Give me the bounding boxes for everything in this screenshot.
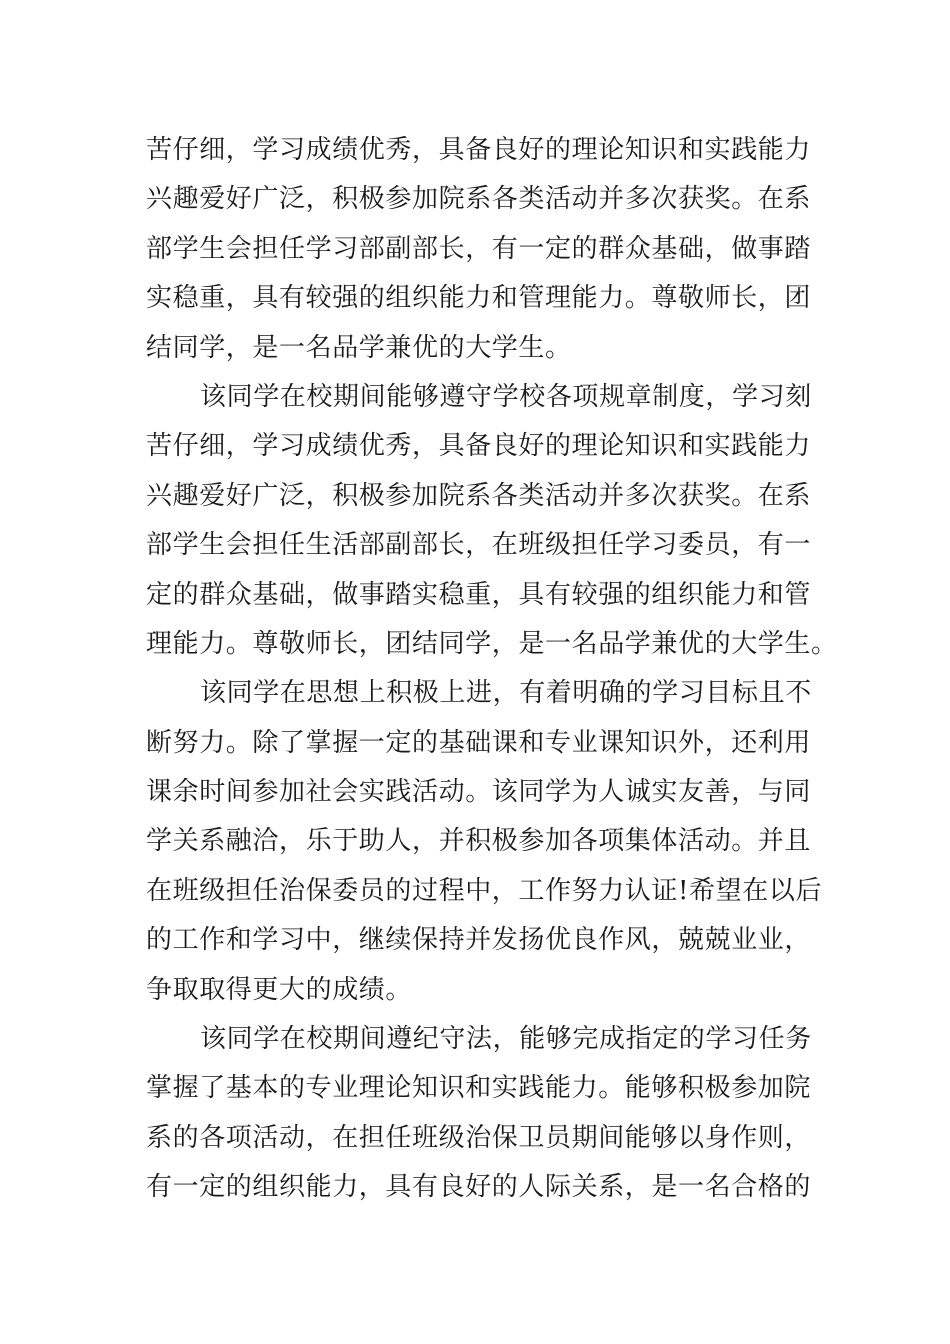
text-line: 部学生会担任学习部副部长，有一定的群众基础，做事踏: [146, 233, 812, 264]
text-line: 争取取得更大的成绩。: [146, 974, 413, 1005]
paragraph-first-line: 该同学在思想上积极上进，有着明确的学习目标且不: [200, 678, 812, 709]
text-line: 实稳重，具有较强的组织能力和管理能力。尊敬师长，团: [146, 283, 812, 314]
text-line: 在班级担任治保委员的过程中，工作努力认证!希望在以后: [146, 875, 823, 906]
text-line: 苦仔细，学习成绩优秀，具备良好的理论知识和实践能力: [146, 431, 812, 462]
text-line: 有一定的组织能力，具有良好的人际关系，是一名合格的: [146, 1172, 812, 1203]
text-line: 结同学，是一名品学兼优的大学生。: [146, 332, 572, 363]
paragraph-first-line: 该同学在校期间遵纪守法，能够完成指定的学习任务: [200, 1024, 812, 1055]
text-line: 学关系融洽，乐于助人，并积极参加各项集体活动。并且: [146, 826, 812, 857]
paragraph-first-line: 该同学在校期间能够遵守学校各项规章制度，学习刻: [200, 381, 812, 412]
text-line: 掌握了基本的专业理论知识和实践能力。能够积极参加院: [146, 1073, 812, 1104]
text-line: 部学生会担任生活部副部长，在班级担任学习委员，有一: [146, 530, 812, 561]
text-line: 断努力。除了掌握一定的基础课和专业课知识外，还利用: [146, 727, 812, 758]
text-line: 理能力。尊敬师长，团结同学，是一名品学兼优的大学生。: [146, 628, 838, 659]
document-body: [146, 126, 838, 1213]
text-line: 兴趣爱好广泛，积极参加院系各类活动并多次获奖。在系: [146, 480, 812, 511]
text-line: 兴趣爱好广泛，积极参加院系各类活动并多次获奖。在系: [146, 184, 812, 215]
text-line: 的工作和学习中，继续保持并发扬优良作风，兢兢业业，: [146, 925, 812, 956]
text-line: 定的群众基础，做事踏实稳重，具有较强的组织能力和管: [146, 579, 812, 610]
text-line: 系的各项活动，在担任班级治保卫员期间能够以身作则，: [146, 1122, 812, 1153]
text-line: 课余时间参加社会实践活动。该同学为人诚实友善，与同: [146, 777, 812, 808]
text-line: 苦仔细，学习成绩优秀，具备良好的理论知识和实践能力: [146, 135, 812, 165]
